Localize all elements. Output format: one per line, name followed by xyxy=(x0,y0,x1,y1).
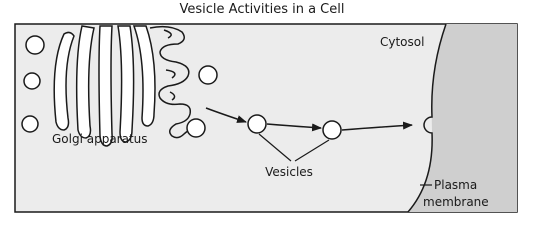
vesicle-right-1 xyxy=(199,66,217,84)
vesicle-left-3 xyxy=(22,116,38,132)
golgi-label: Golgi apparatus xyxy=(52,132,148,146)
cytosol-label: Cytosol xyxy=(380,35,425,49)
diagram-title: Vesicle Activities in a Cell xyxy=(179,2,345,17)
transport-vesicle-1 xyxy=(248,115,266,133)
vesicle-right-2 xyxy=(187,119,205,137)
vesicle-left-2 xyxy=(24,73,40,89)
plasma-membrane-label-line1: Plasma xyxy=(434,178,478,192)
transport-vesicle-2 xyxy=(323,121,341,139)
vesicle-left-1 xyxy=(26,36,44,54)
vesicles-label: Vesicles xyxy=(265,165,313,179)
plasma-membrane-label-line2: membrane xyxy=(423,195,489,209)
